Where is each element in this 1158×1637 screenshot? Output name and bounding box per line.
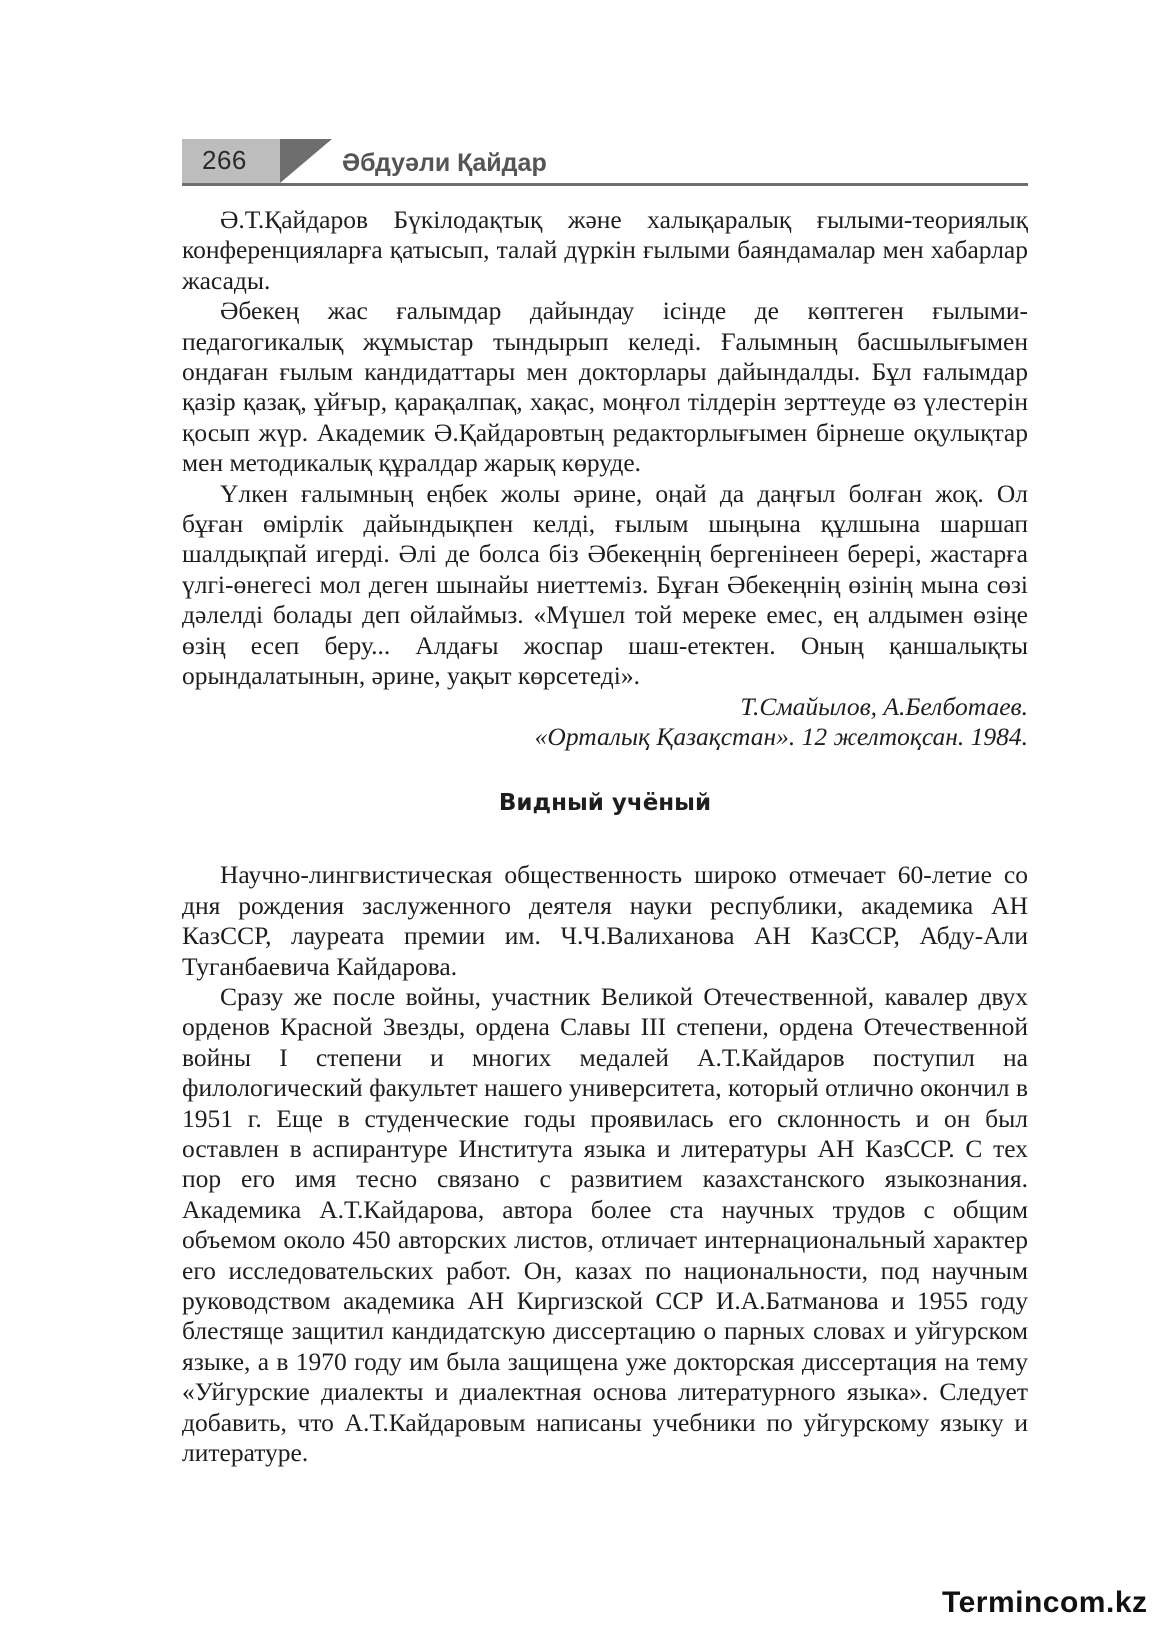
page-number-tab [182,139,280,183]
article-author: Т.Смайылов, А.Белботаев. [740,691,1028,721]
termincom-logo: Termincom.kz [942,1586,1148,1619]
page-content [182,205,1028,1468]
paragraph: Сразу же после войны, участник Великой Отечественной, кавалер двух орденов Красной Звезды, ордена Славы III степени, ордена Отечественной войны I степени и многих медалей А.Т.Кайдаров поступил на филологический факультет нашего университета, который отлично окончил в 1951 г. Еще в студенческие годы проявилась его склонность и он был оставлен в аспирантуре Института языка и литературы АН КазССР. С тех пор его имя тесно связано с развитием казахстанского языкознания. Академика А.Т.Кайдарова, автора более ста научных трудов с общим объемом около 450 авторских листов, отличает интернациональный характер его исследовательских работ. Он, казах по национальности, под научным руководством академика АН Киргизской ССР И.А.Батманова и 1955 году блестяще защитил кандидатскую диссертацию о парных словах и уйгурском языке, а в 1970 году им была защищена уже докторская диссертация на тему «Уйгурские диалекты и диалектная основа литературного языка». Следует добавить, что А.Т.Кайдаровым написаны учебники по уйгурскому языку и литературе. [182,981,1028,1468]
running-header [182,139,1028,187]
article-kazakh [182,205,1028,752]
paragraph: Әбекең жас ғалымдар дайындау ісінде де көптеген ғылыми-педагогикалық жұмыстар тындырып келеді. Ғалымның басшылығымен ондаған ғылым кандидаттары мен докторлары дайындалды. Бұл ғалымдар қазір қазақ, ұйғыр, қарақалпақ, хақас, моңғол тілдерін зерттеуде өз үлестерін қосып жүр. Академик Ә.Қайдаровтың редакторлығымен бірнеше оқулықтар мен методикалық құралдар жарық көруде. [182,296,1028,478]
section-title: Видный учёный [498,790,712,817]
paragraph: Научно-лингвистическая общественность широко отмечает 60-летие со дня рождения заслуженного деятеля науки республики, академика АН КазССР, лауреата премии им. Ч.Ч.Валиханова АН КазССР, Абду-Али Туганбаевича Кайдарова. [182,860,1028,981]
header-wedge-shape [280,139,332,183]
paragraph: Ә.Т.Қайдаров Бүкілодақтық және халықаралық ғылыми-теориялық конференцияларға қатысып, талай дүркін ғылыми баяндамалар мен хабарлар жасады. [182,205,1028,295]
page-number: 266 [202,145,247,175]
header-rule [182,183,1028,186]
article-source: «Орталық Қазақстан». 12 желтоқсан. 1984. [534,721,1028,751]
paragraph: Үлкен ғалымның еңбек жолы әрине, оңай да даңғыл болған жоқ. Ол бұған өмірлік дайындықпен келді, ғылым шыңына құлшына шаршап шалдықпай игерді. Әлі де болса біз Әбекеңнің бергенінеен берері, жастарға үлгі-өнегесі мол деген шынайы ниеттеміз. Бұған Әбекеңнің өзінің мына сөзі дәлелді болады деп ойлаймыз. «Мүшел той мереке емес, ең алдымен өзіңе өзің есеп беру... Алдағы жоспар шаш-етектен. Оның қаншалықты орындалатынын, әрине, уақыт көрсетеді». [182,478,1028,691]
running-title: Әбдуәли Қайдар [342,149,547,177]
article-russian [182,860,1028,1468]
